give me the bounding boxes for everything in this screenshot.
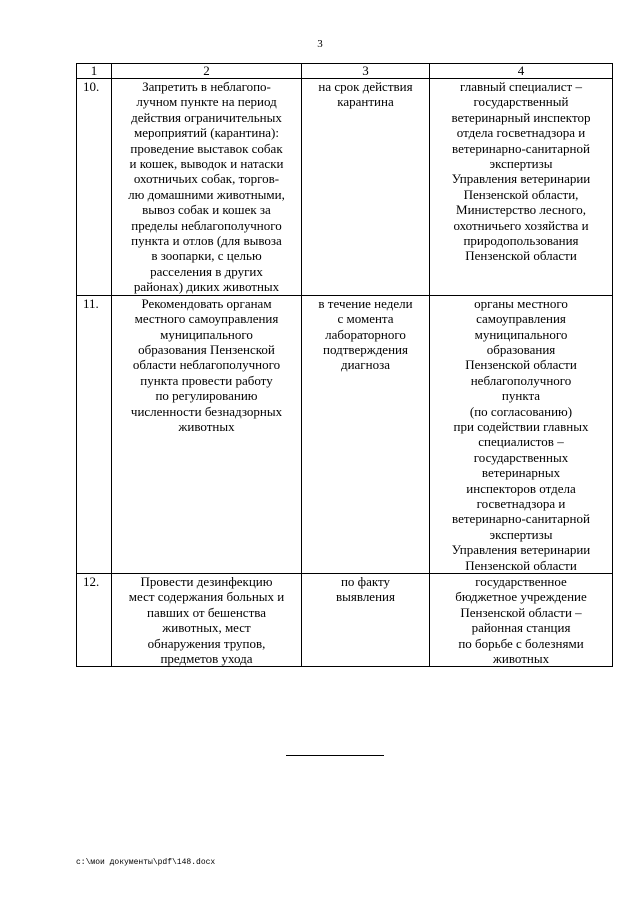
end-divider <box>286 755 384 756</box>
term-text: по факту выявления <box>302 574 430 667</box>
term-text: на срок действия карантина <box>302 79 430 296</box>
measure-text: Провести дезинфекцию мест содержания больных и павших от бешенства животных, мест обнаружения трупов, предметов ухода <box>112 574 302 667</box>
table-row <box>77 79 613 296</box>
term-text: в течение недели с момента лабораторного подтверждения диагноза <box>302 295 430 573</box>
header-col-1: 1 <box>77 64 112 79</box>
page-number: 3 <box>317 38 323 50</box>
table-header-row <box>77 64 613 79</box>
measures-table <box>76 63 613 667</box>
measure-text: Рекомендовать органам местного самоуправления муниципального образования Пензенской области неблагополучного пункта провести работу по регулированию численности безнадзорных животных <box>112 295 302 573</box>
row-number: 10. <box>77 79 112 296</box>
table-row <box>77 295 613 573</box>
row-number: 11. <box>77 295 112 573</box>
header-col-3: 3 <box>302 64 430 79</box>
row-number: 12. <box>77 574 112 667</box>
header-col-4: 4 <box>430 64 613 79</box>
measure-text: Запретить в неблагопо- лучном пункте на период действия ограничительных мероприятий (карантина): проведение выставок собак и кошек, выводок и натаски охотничьих собак, торгов- лю домашними животными, вывоз собак и кошек за пределы неблагополучного пункта и отлов (для вывоза в зоопарки, с целью расселения в других районах) диких животных <box>112 79 302 296</box>
responsible-text: главный специалист – государственный ветеринарный инспектор отдела госветнадзора и ветеринарно-санитарной экспертизы Управления ветеринарии Пензенской области, Министерство лесного, охотничьего хозяйства и природопользования Пензенской области <box>430 79 613 296</box>
file-path: c:\мои документы\pdf\148.docx <box>76 858 216 867</box>
responsible-text: государственное бюджетное учреждение Пензенской области – районная станция по борьбе с болезнями животных <box>430 574 613 667</box>
responsible-text: органы местного самоуправления муниципального образования Пензенской области неблагополучного пункта (по согласованию) при содействии главных специалистов – государственных ветеринарных инспекторов отдела госветнадзора и ветеринарно-санитарной экспертизы Управления ветеринарии Пензенской области <box>430 295 613 573</box>
header-col-2: 2 <box>112 64 302 79</box>
table-row <box>77 574 613 667</box>
